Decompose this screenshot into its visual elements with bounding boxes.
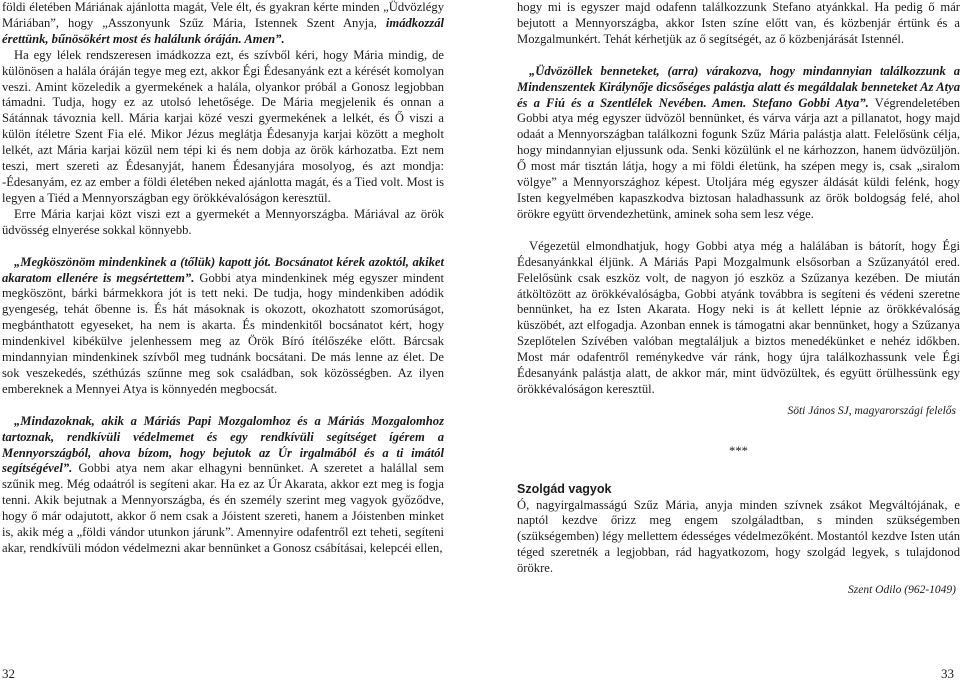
paragraph: hogy mi is egyszer majd odafenn találkozzunk Stefano atyánkkal. Ha pedig ő már bejutott a Mennyországba, akkor Isten színe előtt van, és közbenjár értünk és a Mozgalmunkért. Tehát kérhetjük az ő segítségét, az ő közbenjárását Istennél. xyxy=(517,0,960,46)
paragraph: Végezetül elmondhatjuk, hogy Gobbi atya még a halálában is bátorít, hogy Égi Édesanyánkkal éljünk. A Máriás Papi Mozgalmunk elsősorban a Szűzanyától ered. Felelősünk csak eszköz volt, de nagyon jó eszköz a Szűzanya kezében. De miután átköltözött az örökkévalóságba, Gobbi atyánk továbbra is segíteni és védeni szeretne bennünket, ha ez Isten Akarata. Hogy neki is át kellett lépnie az örökkévalóság küszöbét, azt elfogadja. Azonban ennek is támogatni akar bennünket, hogy a Szűzanya Szeplőtelen Szívében valóban megtaláljuk a biztos menedékünket e nehéz időkben. Most már odafentről reménykedve vár ránk, hogy újra találkozhassunk vele Égi Édesanyánk palástja alatt, de akkor már, mint üdvözültek, és együtt örülhessünk egy örökkévalóságon keresztül. xyxy=(517,238,960,396)
paragraph: Ha egy lélek rendszeresen imádkozza ezt, és szívből kéri, hogy Mária mindig, de különösen a halála óráján tegye meg ezt, akkor Égi Édesanyánk ezt a kérését komolyan veszi. Amint közeledik a gyermekének a halála, olyankor próbál a Gonosz legjobban támadni. Tudja, hogy ez az utolsó lehetősége. De Mária megjelenik és onnan a Sátánnak távoznia kell. Mária karjai közé veszi gyermekének a lelkét, és Ő viszi a külön ítéletre Szent Fia elé. Mikor Jézus meglátja Édesanyja karjai között a megholt lelkét, azt Mária karjai közül nem tépi ki és nem dobja az örök kárhozatba. Ezt nem teszi, mert szereti az Édesanyját, hanem Édesanyjára mosolyog, és azt mondja: -Édesanyám, ez az ember a földi életében neked ajánlotta magát, és a Tied volt. Most is legyen a Tiéd a Mennyországban egy örökkévalóságon keresztül. xyxy=(2,47,444,205)
separator: *** xyxy=(729,443,748,458)
paragraph: „Mindazoknak, akik a Máriás Papi Mozgalomhoz és a Máriás Mozgalomhoz tartoznak, rendkívüli védelmemet és egy rendkívüli segítséget ígérem a Mennyországból, ahova bízom, hogy bejutok az Úr irgalmából és a ti imától segítségével”. Gobbi atya nem akar elhagyni bennünket. A szeretet a halállal sem szűnik meg. Még odaátról is segíteni akar. Ha ez az Úr Akarata, akkor ezt meg is fogja tenni. Akik bejutnak a Mennyországba, és én személy szerint meg vagyok győződve, hogy ő már odajutott, akkor ő nem csak a Jóistent szereti, hanem a Jóistenben minket is, akik még a „földi vándor utunkon járunk”. Amennyire odafentről ezt teheti, segíteni akar, rendkívüli módon védelmezni akar bennünket a Gonosz csábításai, kelepcéi ellen, xyxy=(2,413,444,555)
section-title: Szolgád vagyok xyxy=(517,481,612,496)
signature: Szent Odilo (962-1049) xyxy=(848,584,956,597)
page-number: 33 xyxy=(941,666,954,681)
right-page xyxy=(517,0,960,599)
paragraph: „Megköszönöm mindenkinek a (tőlük) kapott jót. Bocsánatot kérek azoktól, akiket akaratom ellenére is megsértettem”. Gobbi atya mindenkinek még egyszer mindent megköszönt, bárki bármekkora jót is tett neki. De tudja, hogy mindenkiben adódik gyengeség, tehát őbenne is. És hát másoknak is okozott, okozhatott szomorúságot, megbánthatott egyeseket, ha nem is akarta. És mindenkitől bocsánatot kért, hogy mindenkivel kibékülve jelenhessem meg az Örök Bíró ítélőszéke előtt. Bárcsak mindannyian mindenkinek szívből meg tudnánk bocsátani. De más lenne az élet. De sok veszekedés, széthúzás szűnne meg sok családban, sok közösségben. Az ilyen embereknek a Mennyei Atya is könnyedén megbocsát. xyxy=(2,254,444,396)
prayer-text: Ó, nagyirgalmasságú Szűz Mária, anyja minden szívnek zsákot Megváltójának, e naptól kezdve őrizz meg engem szolgáladtban, s minden szükségemben (szükségemben) légy mellettem édességes védelmezőként. Mostantól kezdve Isten után téged szeretnék a legjobban, rád hagyatkozom, hogy szolgád legyek, s tulajdonod örökre. xyxy=(517,497,960,576)
paragraph: földi életében Máriának ajánlotta magát, Vele élt, és gyakran kérte minden „Üdvözlégy Máriában”, hogy „Asszonyunk Szűz Mária, Istennek Szent Anyja, imádkozzál érettünk, bűnösökért most és halálunk óráján. Amen”. xyxy=(2,0,444,46)
left-page xyxy=(2,0,444,557)
signature: Söti János SJ, magyarországi felelős xyxy=(787,404,956,417)
paragraph: „Üdvözöllek benneteket, (arra) várakozva, hogy mindannyian találkozzunk a Mindenszentek Királynője dicsőséges palástja alatt és megáldalak benneteket Az Atya és a Fiú és a Szentlélek Nevében. Amen. Stefano Gobbi Atya”. Végrendeletében Gobbi atya még egyszer üdvözöl bennünket, és várva várja azt a pillanatot, hogy majd odaát a Mennyországban találkozni fogunk Szűz Mária palástja alatt. Felelősünk célja, hogy mindannyian eljussunk oda. Senki közülünk el ne kárhozzon, hanem üdvözüljön. Ő most már tisztán látja, hogy a mi földi életünk, ha szépen megy is, csak „siralom völgye” a Mennyországhoz képest. Utoljára még egyszer áldását küldi felénk, hogy Isten kegyelmében kapaszkodva biztosan haladhassunk az örök boldogság felé, ahol örökre együtt örvendezhetünk, aminek soha sem lesz vége. xyxy=(517,63,960,221)
paragraph: Erre Mária karjai közt viszi ezt a gyermekét a Mennyországba. Máriával az örök üdvösség elnyerése sokkal könnyebb. xyxy=(2,206,444,237)
page-number: 32 xyxy=(2,666,15,681)
